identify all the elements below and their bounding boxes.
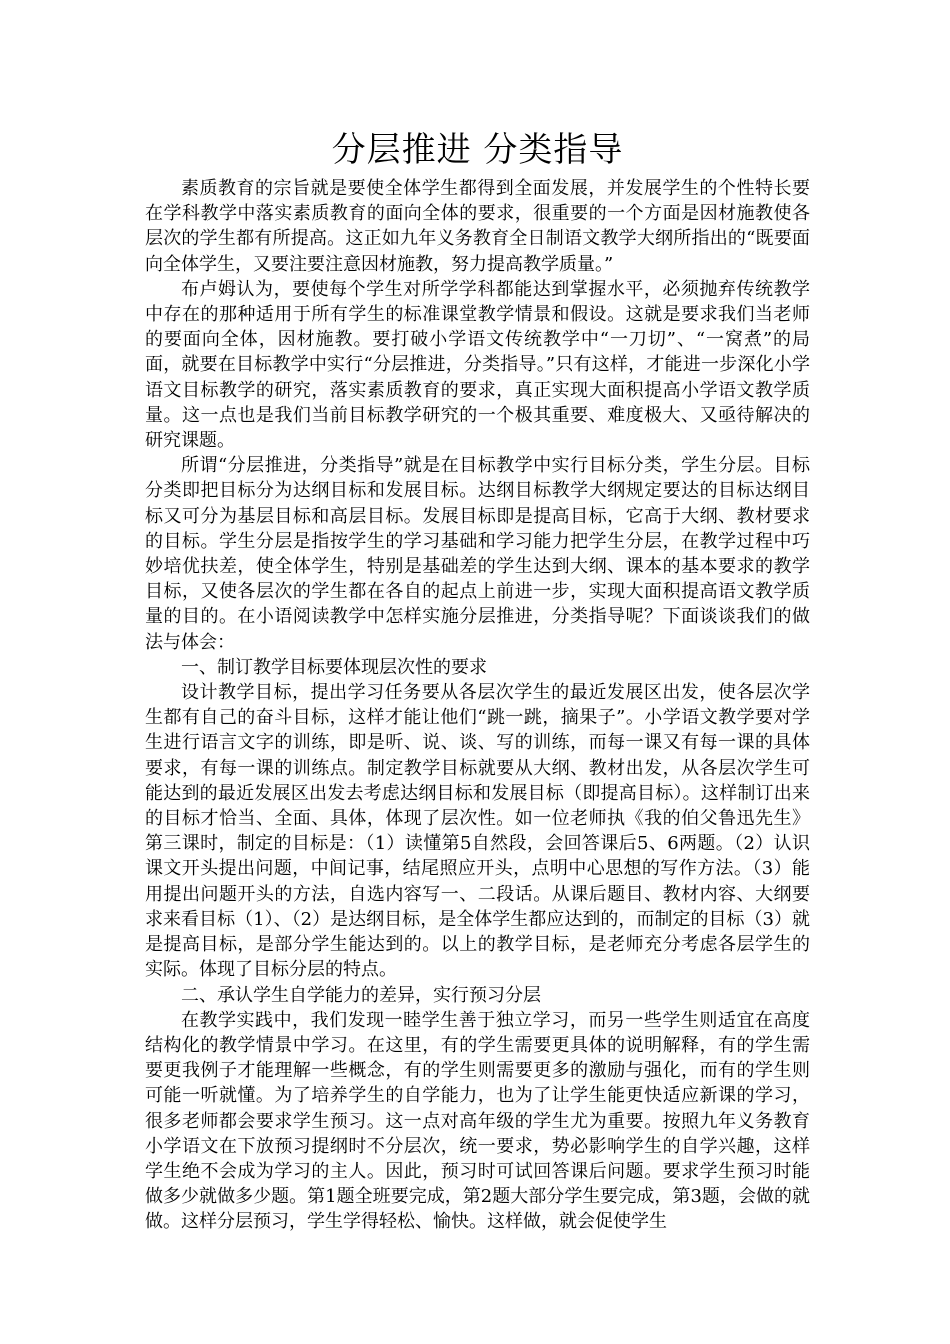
- paragraph-section-1: 设计教学目标，提出学习任务要从各层次学生的最近发展区出发，使各层次学生都有自己的奋斗目标，这样才能让他们“跳一跳，摘果子”。小学语文教学要对学生进行语言文字的训练，即是听、说、谈、写的训练，而每一课又有每一课的具体要求，有每一课的训练点。制定教学目标就要从大纲、教材出发，从各层次学生可能达到的最近发展区出发去考虑达纲目标和发展目标（即提高目标）。这样制订出来的目标才恰当、全面、具体，体现了层次性。如一位老师执《我的伯父鲁迅先生》第三课时，制定的目标是：（1）读懂第5自然段，会回答课后5、6两题。（2）认识课文开头提出问题，中间记事，结尾照应开头，点明中心思想的写作方法。（3）能用提出问题开头的方法，自选内容写一、二段话。从课后题目、教材内容、大纲要求来看目标（1）、（2）是达纲目标，是全体学生都应达到的，而制定的目标（3）就是提高目标，是部分学生能达到的。以上的教学目标，是老师充分考虑各层学生的实际。体现了目标分层的特点。: [145, 682, 810, 981]
- paragraph-bloom: 布卢姆认为，要使每个学生对所学学科都能达到掌握水平，必须抛弃传统教学中存在的那种适用于所有学生的标准课堂教学情景和假设。这就是要求我们当老师的要面向全体，因材施教。要打破小学语文传统教学中“一刀切”、“一窝煮”的局面，就要在目标教学中实行“分层推进，分类指导。”只有这样，才能进一步深化小学语文目标教学的研究，落实素质教育的要求，真正实现大面积提高小学语文教学质量。这一点也是我们当前目标教学研究的一个极其重要、难度极大、又亟待解决的研究课题。: [145, 278, 810, 452]
- paragraph-section-2: 在教学实践中，我们发现一睦学生善于独立学习，而另一些学生则适宜在高度结构化的教学情景中学习。在这里，有的学生需要更具体的说明解释，有的学生需要更我例子才能理解一些概念，有的学生则需要更多的激励与强化，而有的学生则可能一听就懂。为了培养学生的自学能力，也为了让学生能更快适应新课的学习，很多老师都会要求学生预习。这一点对高年级的学生尤为重要。按照九年义务教育小学语文在下放预习提纲时不分层次，统一要求，势必影响学生的自学兴趣，这样学生绝不会成为学习的主人。因此，预习时可试回答课后问题。要求学生预习时能做多少就做多少题。第1题全班要完成，第2题大部分学生要完成，第3题，会做的就做。这样分层预习，学生学得轻松、愉快。这样做，就会促使学生: [145, 1009, 810, 1233]
- paragraph-definition: 所谓“分层推进，分类指导”就是在目标教学中实行目标分类，学生分层。目标分类即把目标分为达纲目标和发展目标。达纲目标教学大纲规定要达的目标达纲目标又可分为基层目标和高层目标。发展目标即是提高目标，它高于大纲、教材要求的目标。学生分层是指按学生的学习基础和学习能力把学生分层，在教学过程中巧妙培优扶差，使全体学生，特别是基础差的学生达到大纲、课本的基本要求的教学目标，又使各层次的学生都在各自的起点上前进一步，实现大面积提高语文教学质量的目的。在小语阅读教学中怎样实施分层推进，分类指导呢？下面谈谈我们的做法与体会：: [145, 455, 810, 653]
- section-heading-1: 一、制订教学目标要体现层次性的要求: [181, 656, 487, 678]
- paragraph-intro: 素质教育的宗旨就是要使全体学生都得到全面发展，并发展学生的个性特长要在学科教学中落实素质教育的面向全体的要求，很重要的一个方面是因材施教使各层次的学生都有所提高。这正如九年义务教育全日制语文教学大纲所指出的“既要面向全体学生，又要注要注意因材施教，努力提高教学质量。”: [145, 178, 810, 275]
- section-heading-2: 二、承认学生自学能力的差异，实行预习分层: [181, 984, 541, 1006]
- document-page: [145, 128, 810, 1235]
- document-title: 分层推进 分类指导: [331, 130, 624, 170]
